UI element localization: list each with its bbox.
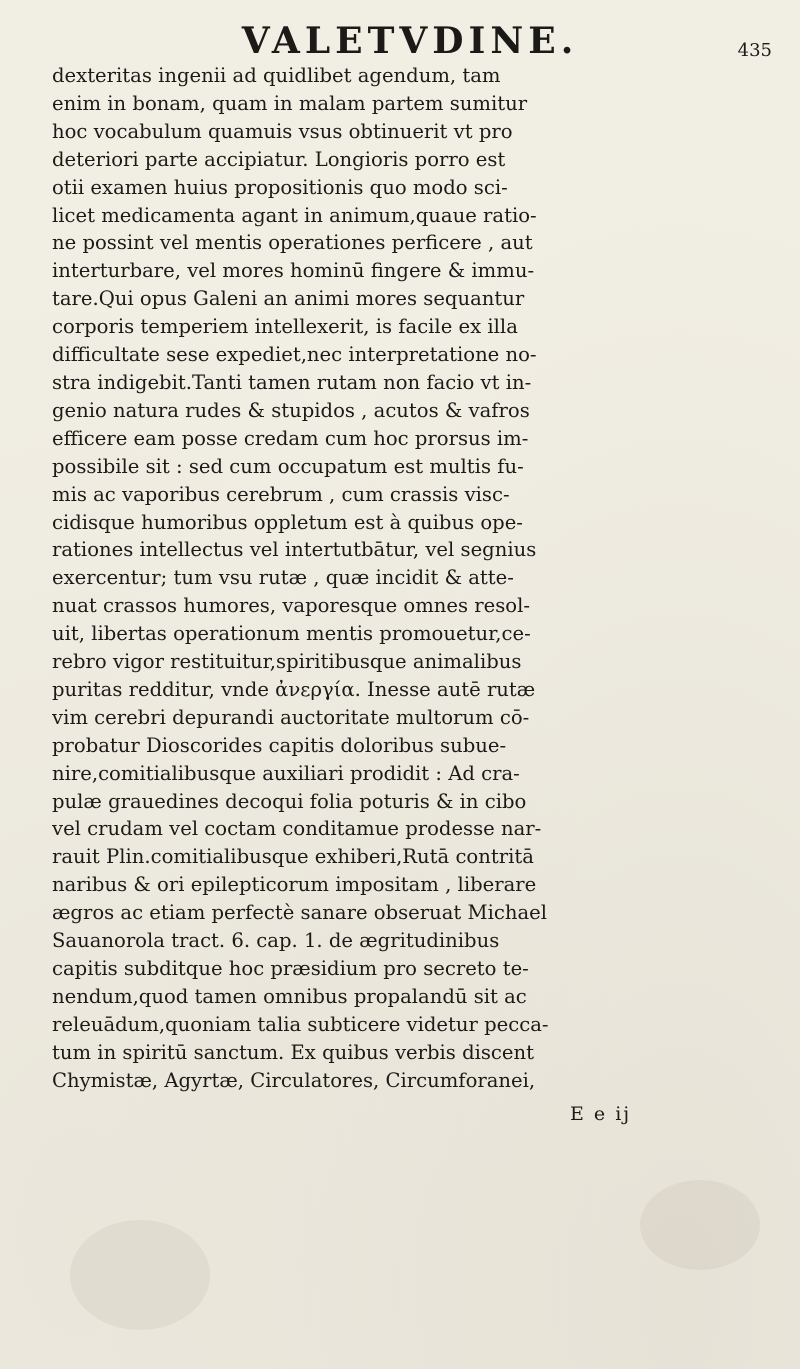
text-line: difficultate sese expediet,nec interpretatione no- xyxy=(52,343,537,367)
text-line: rationes intellectus vel intertutbātur, vel segnius xyxy=(52,538,537,562)
text-line: puritas redditur, vnde ἀνεργία. Inesse autē rutæ xyxy=(52,677,536,701)
text-line: licet medicamenta agant in animum,quaue ratio- xyxy=(52,203,537,227)
text-line: capitis subditque hoc præsidium pro secreto te- xyxy=(52,957,529,980)
paper-stain xyxy=(70,1220,210,1330)
text-line: releuādum,quoniam talia subticere videtur pecca- xyxy=(52,1012,549,1036)
page-number: 435 xyxy=(737,40,772,61)
text-line: tare.Qui opus Galeni an animi mores sequantur xyxy=(52,287,525,311)
text-line: rauit Plin.comitialibusque exhiberi,Rutā contritā xyxy=(52,845,534,869)
text-line: vel crudam vel coctam conditamue prodesse nar- xyxy=(52,817,542,841)
text-line: hoc vocabulum quamuis vsus obtinuerit vt pro xyxy=(52,119,513,143)
paper-stain xyxy=(640,1180,760,1270)
text-line: Chymistæ, Agyrtæ, Circulatores, Circumforanei, xyxy=(52,1068,536,1092)
text-line: interturbare, vel mores hominū fingere & immu- xyxy=(52,259,535,283)
text-line: efficere eam posse credam cum hoc prorsus im- xyxy=(52,426,529,450)
text-line: uit, libertas operationum mentis promouetur,ce- xyxy=(52,622,531,646)
text-line: rebro vigor restituitur,spiritibusque animalibus xyxy=(52,650,522,674)
text-line: possibile sit : sed cum occupatum est multis fu- xyxy=(52,454,524,478)
text-line: Sauanorola tract. 6. cap. 1. de ægritudinibus xyxy=(52,929,500,953)
running-head: VALETVDINE. xyxy=(241,20,579,62)
text-line: mis ac vaporibus cerebrum , cum crassis visc- xyxy=(52,482,510,506)
text-line: vim cerebri depurandi auctoritate multorum cō- xyxy=(52,705,530,729)
text-line: nendum,quod tamen omnibus propalandū sit ac xyxy=(52,984,527,1008)
body-text xyxy=(52,62,770,1095)
text-line: corporis temperiem intellexerit, is facile ex illa xyxy=(52,315,518,339)
text-line: genio natura rudes & stupidos , acutos & vafros xyxy=(52,398,530,422)
text-line: tum in spiritū sanctum. Ex quibus verbis discent xyxy=(52,1040,534,1064)
text-line: exercentur; tum vsu rutæ , quæ incidit & atte- xyxy=(52,566,514,590)
text-line: enim in bonam, quam in malam partem sumitur xyxy=(52,91,528,115)
text-line: stra indigebit.Tanti tamen rutam non facio vt in- xyxy=(52,370,532,394)
catchword: E e ij xyxy=(570,1103,632,1125)
page-header xyxy=(40,14,780,64)
text-line: pulæ grauedines decoqui folia poturis & in cibo xyxy=(52,789,527,813)
text-line: deteriori parte accipiatur. Longioris porro est xyxy=(52,147,506,171)
text-line: otii examen huius propositionis quo modo sci- xyxy=(52,175,508,199)
text-line: nire,comitialibusque auxiliari prodidit : Ad cra- xyxy=(52,761,520,785)
text-line: cidisque humoribus oppletum est à quibus ope- xyxy=(52,510,523,534)
text-line: ægros ac etiam perfectè sanare obseruat Michael xyxy=(52,901,547,925)
text-line: ne possint vel mentis operationes perficere , aut xyxy=(52,231,533,255)
text-line: dexteritas ingenii ad quidlibet agendum, tam xyxy=(52,64,501,87)
text-line: nuat crassos humores, vaporesque omnes resol- xyxy=(52,594,530,618)
text-line: probatur Dioscorides capitis doloribus subue- xyxy=(52,733,507,757)
text-line: naribus & ori epilepticorum impositam , liberare xyxy=(52,873,537,897)
